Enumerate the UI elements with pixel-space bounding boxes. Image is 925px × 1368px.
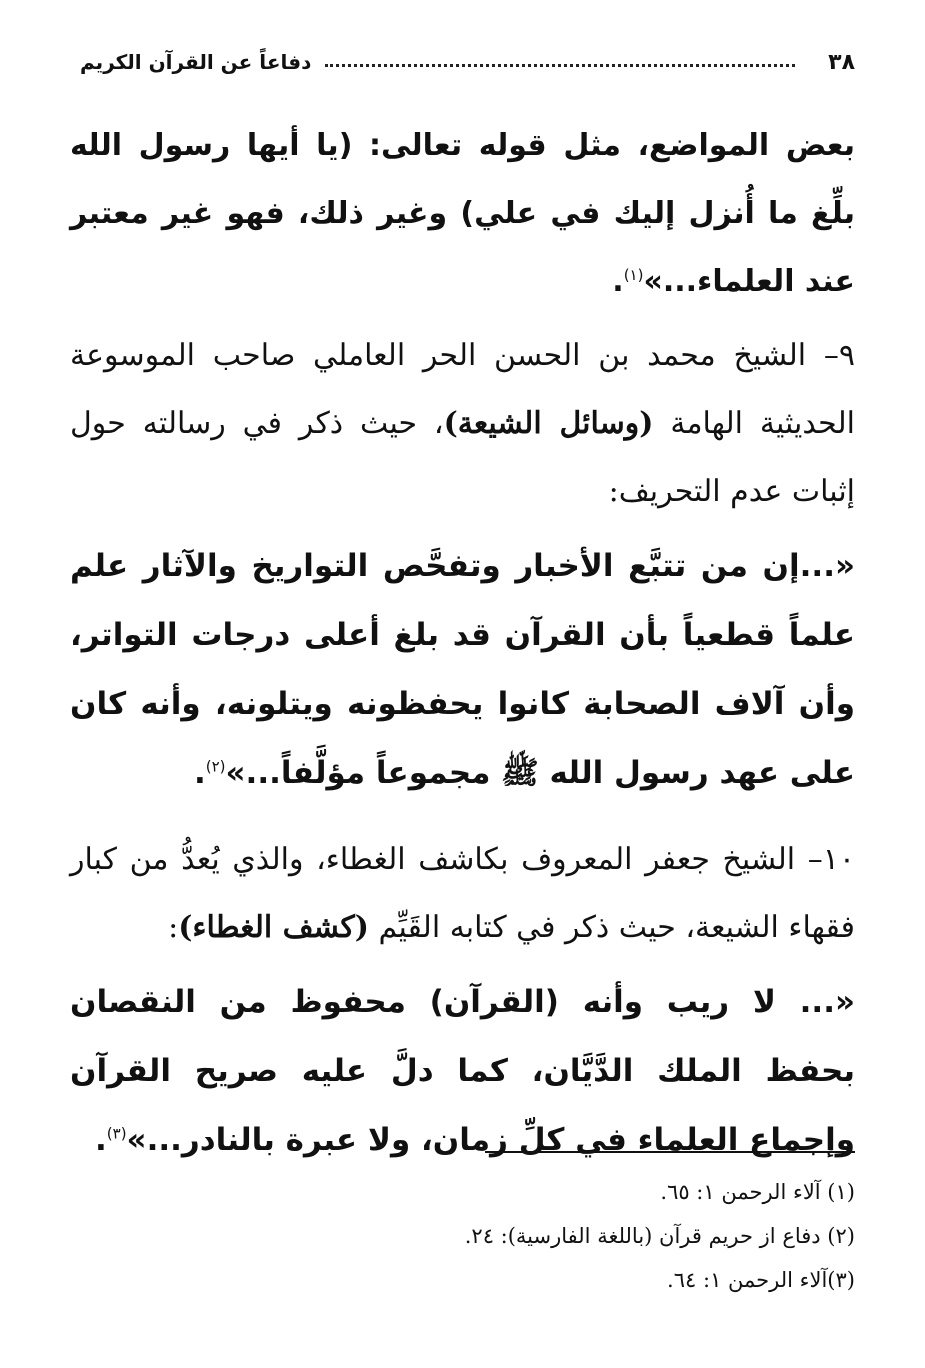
paragraph-3-tail: : [168,910,179,945]
paragraph-1-period: . [612,264,624,299]
quote-2-text: «... لا ريب وأنه (القرآن) محفوظ من النقصان بحفظ الملك الدَّيَّان، كما دلَّ عليه صريح القرآن وإجماع العلماء في كلِّ زمان، ولا عبرة بالنادر...» [70,984,855,1158]
paragraph-1 [70,112,855,316]
quote-1 [70,532,855,808]
book-title-kashf: (كشف الغطاء) [178,910,369,945]
footnote-ref-1: (١) [623,266,644,284]
footnote-ref-3: (٣) [106,1124,127,1143]
footnote-2: (٢) دفاع از حريم قرآن (باللغة الفارسية): ٢٤. [464,1224,855,1248]
book-title-wasail: (وسائل الشيعة) [443,406,654,441]
paragraph-1-text: بعض المواضع، مثل قوله تعالى: (يا أيها رسول الله بلِّغ ما أُنزل إليك في علي) وغير ذلك، فهو غير معتبر عند العلماء...» [70,128,855,299]
quote-2 [70,968,855,1175]
paragraph-2 [70,322,855,526]
footnote-1: (١) آلاء الرحمن ١: ٦٥. [660,1180,855,1204]
quote-1-period: . [193,755,206,791]
quote-1-text: «...إن من تتبَّع الأخبار وتفحَّص التواريخ والآثار علم علماً قطعياً بأن القرآن قد بلغ أعلى درجات التواتر، وأن آلاف الصحابة كانوا يحفظونه ويتلونه، وأنه كان على عهد رسول الله ﷺ مجموعاً مؤلَّفاً...» [70,548,855,791]
paragraph-3-lead: ١٠– الشيخ جعفر المعروف بكاشف الغطاء، والذي يُعدُّ من كبار فقهاء الشيعة، حيث ذكر في كتابه القَيِّم [70,842,855,945]
footnote-separator [485,1151,855,1153]
header-dot-leader [325,64,795,67]
quote-2-period: . [94,1122,107,1158]
page-header [80,44,855,84]
page-number: ٣٨ [828,50,855,75]
footnote-ref-2: (٢) [205,757,226,776]
main-text [70,112,855,1175]
footnote-3: (٣)آلاء الرحمن ١: ٦٤. [667,1268,855,1292]
paragraph-3 [70,826,855,962]
paragraph-2-lead: ٩– الشيخ محمد بن الحسن الحر العاملي صاحب الموسوعة الحديثية الهامة [70,338,855,441]
paragraph-2-tail: ، حيث ذكر في رسالته حول إثبات عدم التحريف: [70,406,855,509]
running-title: دفاعاً عن القرآن الكريم [80,50,312,74]
footnotes [200,1170,855,1302]
